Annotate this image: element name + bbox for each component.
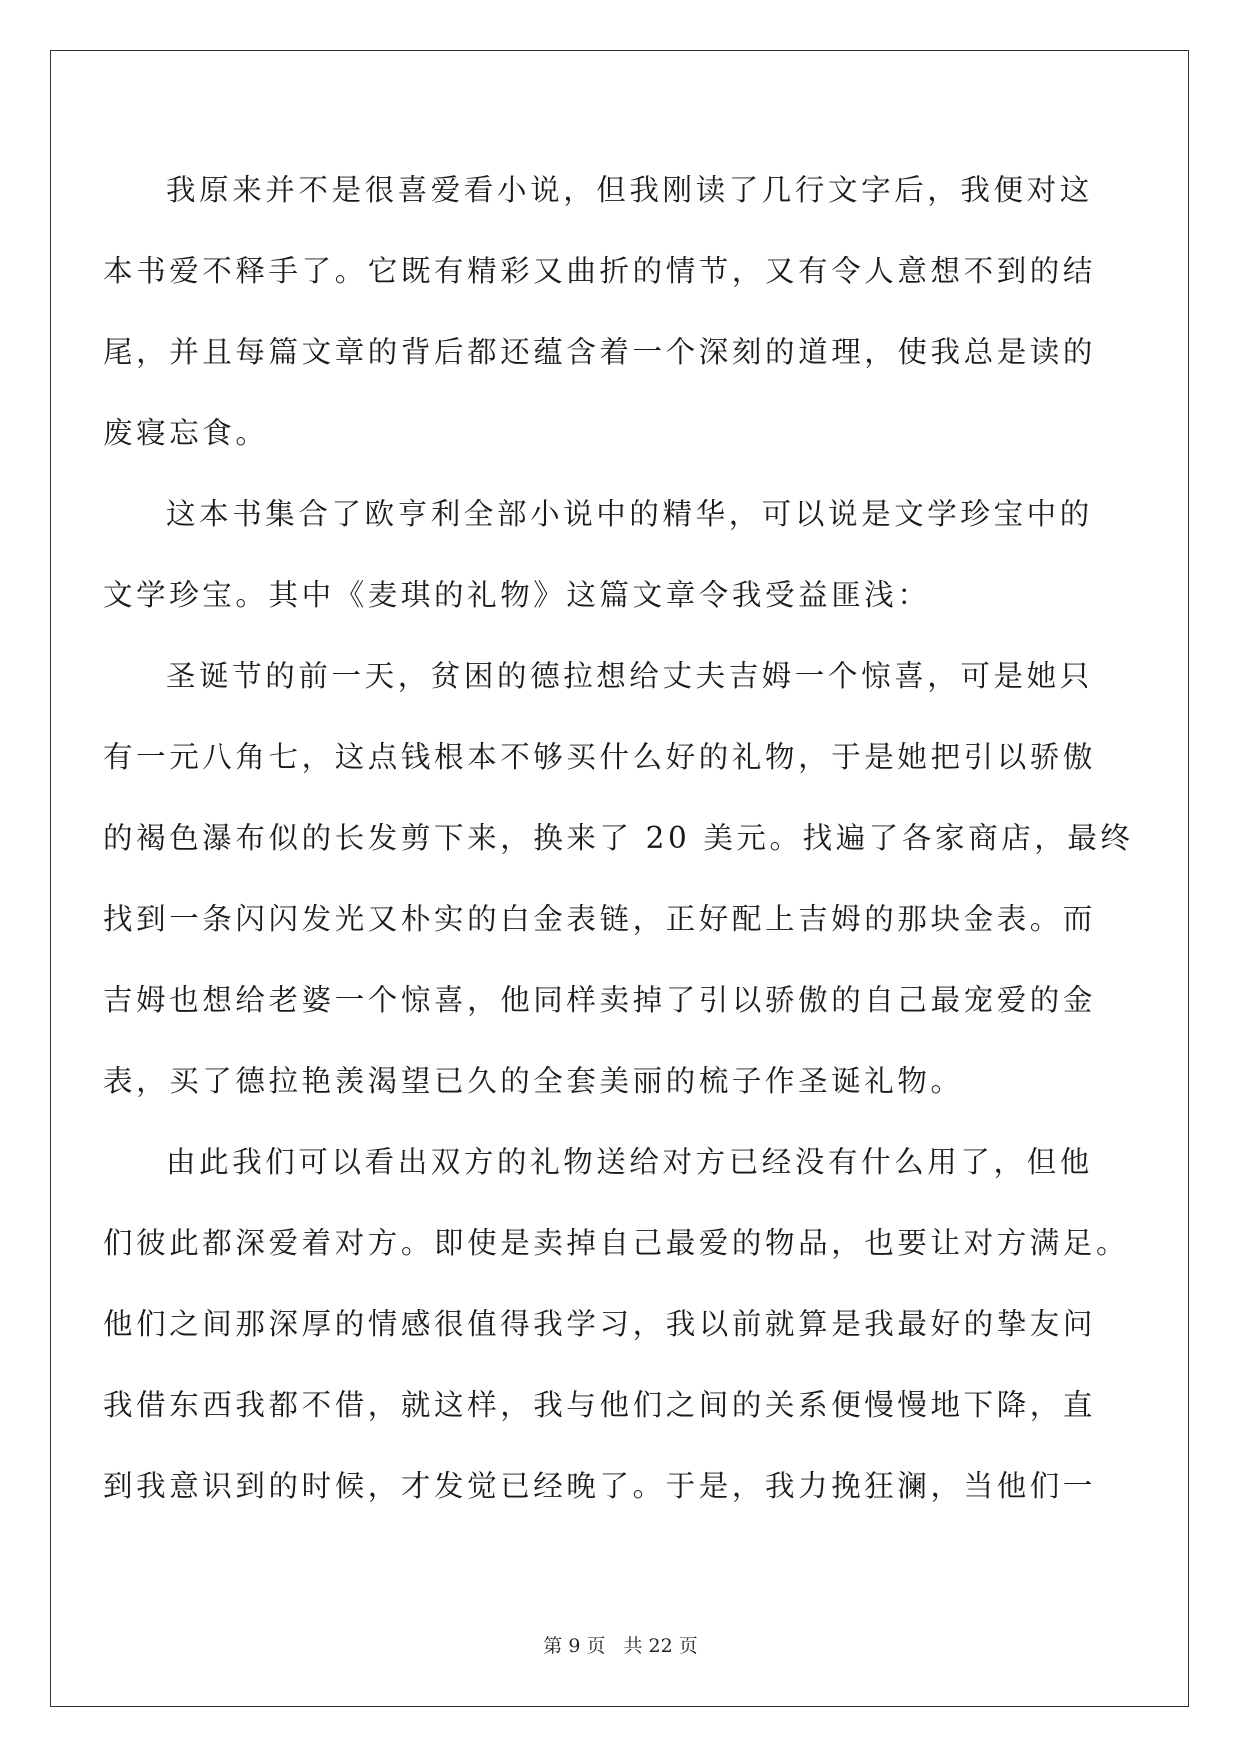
text-line: 们彼此都深爱着对方。即使是卖掉自己最爱的物品，也要让对方满足。 bbox=[103, 1226, 1130, 1260]
text-line: 表，买了德拉艳羡渴望已久的全套美丽的梳子作圣诞礼物。 bbox=[103, 1064, 964, 1098]
text-line: 他们之间那深厚的情感很值得我学习，我以前就算是我最好的挚友问 bbox=[103, 1307, 1097, 1341]
text-line: 文学珍宝。其中《麦琪的礼物》这篇文章令我受益匪浅： bbox=[103, 578, 931, 612]
text-line: 到我意识到的时候，才发觉已经晚了。于是，我力挽狂澜，当他们一 bbox=[103, 1469, 1097, 1503]
text-line: 废寝忘食。 bbox=[103, 416, 269, 450]
page-footer bbox=[0, 1631, 1241, 1658]
text-line: 我原来并不是很喜爱看小说，但我刚读了几行文字后，我便对这 bbox=[166, 173, 1093, 207]
text-line: 本书爱不释手了。它既有精彩又曲折的情节，又有令人意想不到的结 bbox=[103, 254, 1097, 288]
text-line: 有一元八角七，这点钱根本不够买什么好的礼物，于是她把引以骄傲 bbox=[103, 740, 1097, 774]
text-line: 尾，并且每篇文章的背后都还蕴含着一个深刻的道理，使我总是读的 bbox=[103, 335, 1097, 369]
text-line: 这本书集合了欧亨利全部小说中的精华，可以说是文学珍宝中的 bbox=[166, 497, 1093, 531]
document-body bbox=[103, 160, 1134, 1537]
text-line: 吉姆也想给老婆一个惊喜，他同样卖掉了引以骄傲的自己最宠爱的金 bbox=[103, 983, 1097, 1017]
text-line: 圣诞节的前一天，贫困的德拉想给丈夫吉姆一个惊喜，可是她只 bbox=[166, 659, 1093, 693]
text-line: 找到一条闪闪发光又朴实的白金表链，正好配上吉姆的那块金表。而 bbox=[103, 902, 1097, 936]
total-pages: 共 22 页 bbox=[623, 1635, 698, 1657]
page-number: 第 9 页 bbox=[543, 1635, 606, 1657]
text-line: 我借东西我都不借，就这样，我与他们之间的关系便慢慢地下降，直 bbox=[103, 1388, 1097, 1422]
text-line: 的褐色瀑布似的长发剪下来，换来了 20 美元。找遍了各家商店，最终 bbox=[103, 821, 1134, 855]
text-line: 由此我们可以看出双方的礼物送给对方已经没有什么用了，但他 bbox=[166, 1145, 1093, 1179]
